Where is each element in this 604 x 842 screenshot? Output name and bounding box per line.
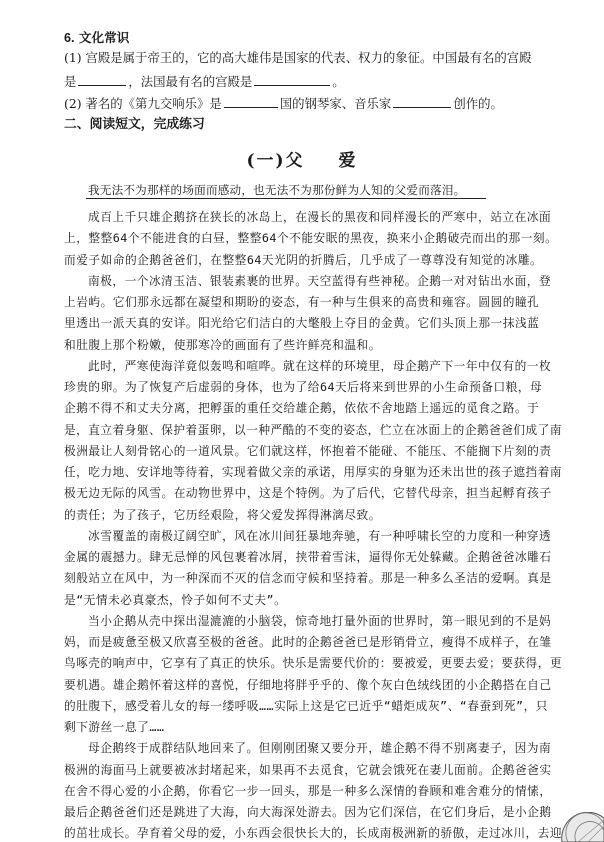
question-1-line-2	[64, 74, 345, 90]
section-6-heading	[64, 30, 129, 46]
article-line: 此时，严寒使海洋竟似轰鸣和喧哗。就在这样的环境里，母企鹅产下一年中仅有的一枚	[88, 358, 552, 373]
article-line: 极无边无际的风雪。在动物世界中，这是个特例。为了后代，它替代母亲，担当起孵育孩子	[64, 486, 552, 501]
article-line: 金属的震撼力。肆无忌惮的风包裹着冰屑，挟带着雪沫，逼得你无处躲藏。企鹅爸爸冰雕石	[64, 550, 552, 564]
article-line: 里透出一派天真的安详。阳光给它们洁白的大氅般上夺目的金黄。它们头顶上那一抹浅蓝	[64, 316, 540, 331]
section-2-heading: 二、阅读短文，完成练习	[64, 117, 205, 132]
page-corner-decoration-icon	[558, 812, 604, 842]
answer-blank-france-palace[interactable]	[254, 74, 330, 86]
article-line: 妈，而是疲惫至极又欣喜至极的爸爸。此时的企鹅爸爸已是形销骨立，瘦得不成样子，在雏	[64, 635, 552, 649]
article-line: 的茁壮成长。孕育着父母的爱，小东西会很快长大的，长成南极洲新的骄傲，走过冰川，去迎	[64, 826, 563, 841]
article-title-part-a: (一)父	[246, 151, 305, 171]
article-line: 南极，一个冰清玉洁、银装素裹的世界。天空蓝得有些神秘。企鹅一对对钻出水面，登	[88, 273, 552, 288]
question-2-end: 创作的。	[453, 96, 503, 111]
article-line: 成百上千只雄企鹅挤在狭长的冰岛上，在漫长的黑夜和同样漫长的严寒中，站立在冰面	[88, 210, 552, 224]
article-line: 刻般站立在风中，为一种深而不灭的信念而守候和坚持着。那是一种多么圣洁的爱啊。真是	[64, 571, 552, 586]
article-line: 是“无情未必真豪杰，怜子如何不丈夫”。	[64, 592, 287, 607]
article-line: 极洲的海面马上就要被冰封堵起来，如果再不去觅食，它就会饿死在妻儿面前。企鹅爸爸实	[64, 762, 552, 777]
article-line: 的肚腹下，感受着儿女的每一缕呼吸……实际上这是它已近乎“蜡炬成灰”、“春蚕到死”，只	[64, 698, 548, 713]
question-2-prefix: (2) 著名的《第九交响乐》是	[64, 96, 222, 111]
answer-blank-composer[interactable]	[393, 96, 451, 108]
article-line: 的责任；为了孩子，它历经艰险，将父爱发挥得淋漓尽致。	[64, 507, 381, 522]
article-line: 极洲最让人刻骨铭心的一道风景。它们就这样，怀抱着不能碰、不能压、不能搁下片刻的责	[64, 443, 552, 458]
question-1-mid: ，法国最有名的宫殿是	[128, 74, 253, 89]
article-line: 母企鹅终于成群结队地回来了。但刚刚团聚又要分开，雄企鹅不得不别离妻子，因为南	[88, 741, 552, 756]
intro-underline	[86, 198, 486, 199]
answer-blank-country[interactable]	[224, 96, 278, 108]
article-line: 企鹅不得不和丈夫分离，把孵蛋的重任交给雄企鹅，依依不舍地踏上遥远的觅食之路。于	[64, 401, 540, 416]
article-line: 和肚腹上那个粉嫩，使那寒冷的画面有了些许鲜亮和温和。	[64, 337, 381, 352]
article-line: 上，整整64个不能进食的白昼，整整64个不能安眠的黑夜，换来小企鹅破壳而出的那一刻。	[64, 231, 558, 246]
question-1-text: (1) 宫殿是属于帝王的，它的高大雄伟是国家的代表、权力的象征。中国最有名的宫殿	[64, 50, 532, 65]
article-line: 而爱子如命的企鹅爸爸们，在整整64天光阴的折腾后，几乎成了一尊尊没有知觉的冰雕。	[64, 252, 543, 267]
section-6-title: 文化常识	[78, 30, 130, 45]
article-title-part-b: 爱	[338, 151, 358, 171]
article-line: 上岩屿。它们那永远都在凝望和期盼的姿态，有一种与生俱来的高贵和雍容。圆圆的瞳孔	[64, 295, 540, 309]
article-line: 最后企鹅爸爸们还是跳进了大海，向大海深处游去。因为它们深信，在它们身后，是小企鹅	[64, 805, 552, 819]
article-line: 任，吃力地、安详地等待着，实现着做父亲的承诺，用厚实的身躯为还未出世的孩子遮挡着南	[64, 465, 563, 479]
article-line: 在舍不得心爱的小企鹅，你看它一步一回头，那是一种多么深情的眷顾和难舍难分的情愫，	[64, 783, 552, 798]
answer-blank-china-palace[interactable]	[78, 74, 126, 86]
article-title	[0, 146, 604, 171]
question-1-end: 。	[332, 74, 345, 89]
article-line: 是，直立着身躯、保护着蛋卵，以一种严酷的不变的姿态，伫立在冰面上的企鹅爸爸们成了南	[64, 422, 563, 437]
article-line: 要机遇。雄企鹅怀着这样的喜悦，仔细地将胖乎乎的、像个灰白色绒线团的小企鹅搭在自己	[64, 677, 552, 692]
question-2-mid: 国的钢琴家、音乐家	[279, 96, 392, 111]
article-line: 鸟啄壳的响声中，它享有了真正的快乐。快乐是需要代价的：要被爱，更要去爱；要获得，更	[64, 656, 563, 671]
article-intro: 我无法不为那样的场面而感动，也无法不为那份鲜为人知的父爱而落泪。	[88, 183, 466, 197]
article-line: 当小企鹅从壳中探出湿漉漉的小脑袋，惊奇地打量外面的世界时，第一眼见到的不是妈	[88, 613, 552, 628]
article-line: 珍贵的卵。为了恢复产后虚弱的身体，也为了给64天后将来到世界的小生命预备口粮，母	[64, 380, 543, 394]
article-line: 剩下游丝一息了……	[64, 720, 165, 734]
question-2-line	[64, 96, 503, 112]
question-1-line-1	[64, 50, 532, 66]
question-1-prefix: 是	[64, 74, 77, 89]
article-line: 冰雪覆盖的南极辽阔空旷，风在冰川间狂暴地奔驰，有一种呼啸长空的力度和一种穿透	[88, 528, 552, 543]
section-6-number: 6.	[64, 31, 75, 45]
